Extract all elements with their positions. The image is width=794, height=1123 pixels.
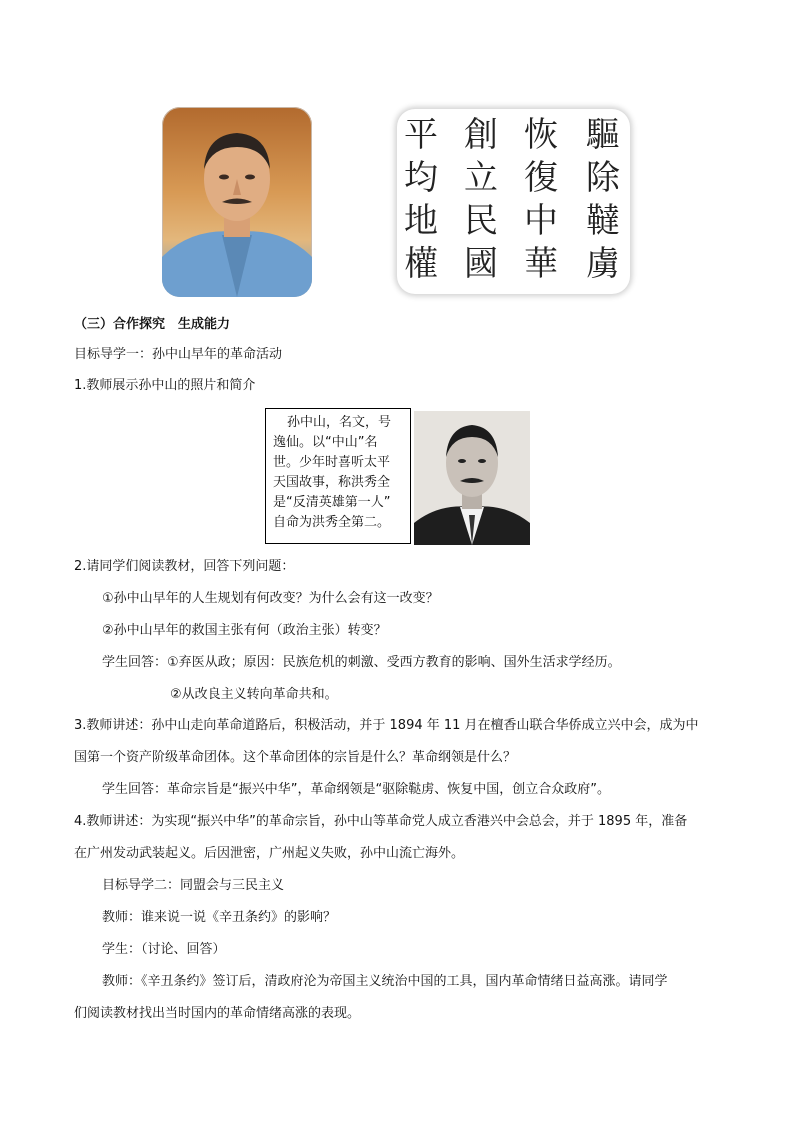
item-3-line-1: 3.教师讲述：孙中山走向革命道路后，积极活动，并于 1894 年 11 月在檀香山联合华侨成立兴中会，成为中 [74, 718, 699, 733]
question-1: ①孙中山早年的人生规划有何改变？为什么会有这一改变？ [102, 591, 439, 606]
calligraphy-char: 立 [464, 158, 498, 198]
goal-heading-2: 目标导学二：同盟会与三民主义 [102, 878, 285, 893]
teacher-line-2b: 们阅读教材找出当时国内的革命情绪高涨的表现。 [74, 1006, 361, 1021]
calligraphy-panel [397, 109, 630, 294]
bio-line: 自命为洪秀全第二。 [273, 515, 391, 530]
item-3-line-2: 国第一个资产阶级革命团体。这个革命团体的宗旨是什么？革命纲领是什么？ [74, 750, 517, 765]
calligraphy-char: 除 [586, 158, 620, 198]
calligraphy-char: 驅 [586, 115, 620, 155]
student-line-1: 学生：（讨论、回答） [102, 942, 226, 957]
sun-yatsen-portrait-color [162, 107, 312, 297]
item-1: 1.教师展示孙中山的照片和简介 [74, 378, 256, 393]
calligraphy-char: 權 [404, 244, 438, 284]
student-answer-2: ②从改良主义转向革命共和。 [170, 687, 338, 702]
calligraphy-char: 均 [404, 158, 438, 198]
teacher-line-2a: 教师：《辛丑条约》签订后，清政府沦为帝国主义统治中国的工具，国内革命情绪日益高涨。请同学 [102, 974, 668, 989]
calligraphy-char: 地 [404, 201, 438, 241]
calligraphy-char: 虜 [586, 244, 620, 284]
sun-yatsen-portrait-bw [414, 411, 530, 545]
item-4-line-2: 在广州发动武装起义。后因泄密，广州起义失败，孙中山流亡海外。 [74, 846, 465, 861]
student-answer-3: 学生回答：革命宗旨是“振兴中华”，革命纲领是“驱除鞑虏、恢复中国，创立合众政府”。 [102, 782, 610, 797]
calligraphy-char: 韃 [586, 201, 620, 241]
bio-line: 世。少年时喜听太平 [273, 455, 391, 470]
calligraphy-char: 民 [464, 201, 498, 241]
calligraphy-char: 創 [464, 115, 498, 155]
bio-line: 逸仙。以“中山”名 [273, 435, 378, 450]
student-answer-1: 学生回答：①弃医从政；原因：民族危机的刺激、受西方教育的影响、国外生活求学经历。 [102, 655, 621, 670]
bio-line: 天国故事，称洪秀全 [273, 475, 391, 490]
bio-box [265, 408, 411, 544]
item-2: 2.请同学们阅读教材，回答下列问题： [74, 559, 295, 574]
calligraphy-char: 國 [464, 244, 498, 284]
calligraphy-char: 復 [524, 158, 558, 198]
calligraphy-char: 中 [524, 201, 558, 241]
calligraphy-char: 華 [524, 244, 558, 284]
section-heading: （三）合作探究 生成能力 [74, 317, 231, 332]
bio-line: 孙中山，名文，号 [287, 415, 392, 430]
bio-line: 是“反清英雄第一人” [273, 495, 391, 510]
goal-heading-1: 目标导学一：孙中山早年的革命活动 [74, 347, 283, 362]
item-4-line-1: 4.教师讲述：为实现“振兴中华”的革命宗旨，孙中山等革命党人成立香港兴中会总会，并于 1895 年，准备 [74, 814, 688, 829]
calligraphy-char: 恢 [524, 115, 558, 155]
teacher-line-1: 教师：谁来说一说《辛丑条约》的影响？ [102, 910, 337, 925]
calligraphy-char: 平 [404, 115, 438, 155]
question-2: ②孙中山早年的救国主张有何（政治主张）转变？ [102, 623, 387, 638]
